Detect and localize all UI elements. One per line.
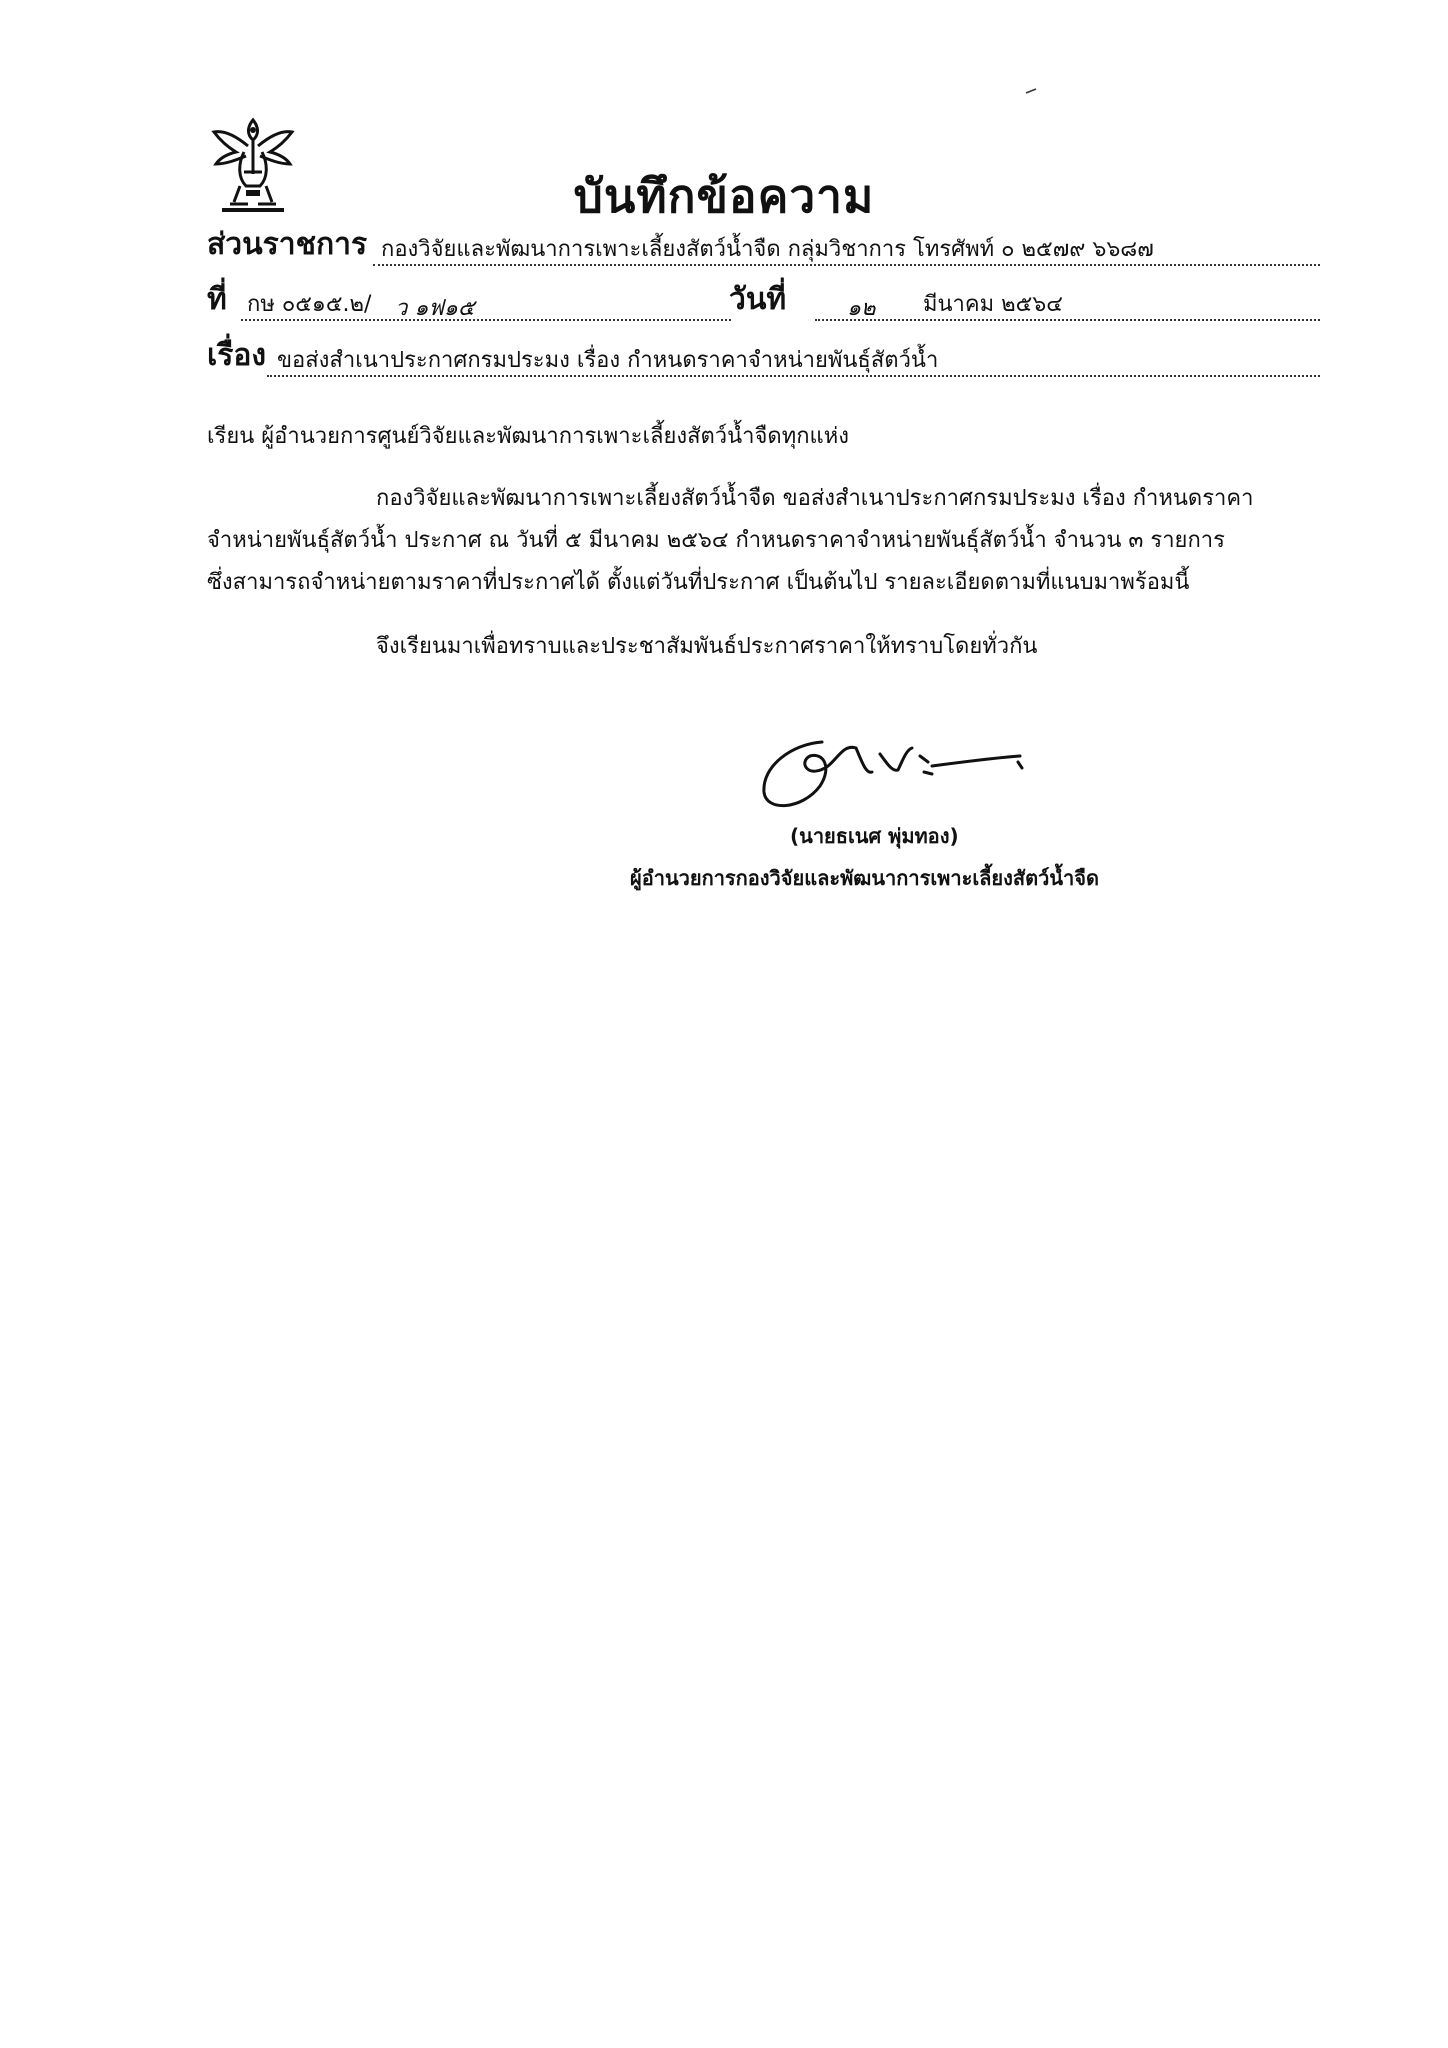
agency-line: [207, 227, 1320, 276]
subject-line: [207, 338, 1320, 387]
salutation: เรียน ผู้อำนวยการศูนย์วิจัยและพัฒนาการเพาะเลี้ยงสัตว์น้ำจืดทุกแห่ง: [207, 424, 849, 449]
date-label: วันที่: [729, 282, 787, 317]
signature-image: [752, 722, 1072, 818]
subject-value: ขอส่งสำเนาประกาศกรมประมง เรื่อง กำหนดราคาจำหน่ายพันธุ์สัตว์น้ำ: [277, 348, 939, 373]
reference-label: ที่: [207, 282, 227, 317]
agency-label: ส่วนราชการ: [207, 227, 368, 262]
body-line: ซึ่งสามารถจำหน่ายตามราคาที่ประกาศได้ ตั้งแต่วันที่ประกาศ เป็นต้นไป รายละเอียดตามที่แนบมาพร้อมนี้: [207, 570, 1190, 595]
body-paragraph: [207, 478, 1320, 604]
body-line: กองวิจัยและพัฒนาการเพาะเลี้ยงสัตว์น้ำจืด ขอส่งสำเนาประกาศกรมประมง เรื่อง กำหนดราคา: [376, 486, 1254, 511]
date-day-handwritten: ๑๒: [847, 296, 876, 321]
date-month-year: มีนาคม ๒๕๖๔: [923, 292, 1063, 317]
body-line: จำหน่ายพันธุ์สัตว์น้ำ ประกาศ ณ วันที่ ๕ มีนาคม ๒๕๖๔ กำหนดราคาจำหน่ายพันธุ์สัตว์น้ำ จำนวน ๓ รายการ: [207, 528, 1225, 553]
reference-value: กษ ๐๕๑๕.๒/: [247, 292, 372, 317]
agency-value: กองวิจัยและพัฒนาการเพาะเลี้ยงสัตว์น้ำจืด กลุ่มวิชาการ โทรศัพท์ ๐ ๒๕๗๙ ๖๖๘๗: [381, 237, 1154, 262]
subject-label: เรื่อง: [207, 338, 267, 373]
signer-name: (นายธเนศ พุ่มทอง): [790, 824, 959, 848]
signer-title: ผู้อำนวยการกองวิจัยและพัฒนาการเพาะเลี้ยงสัตว์น้ำจืด: [630, 866, 1099, 890]
closing-text: จึงเรียนมาเพื่อทราบและประชาสัมพันธ์ประกาศราคาให้ทราบโดยทั่วกัน: [376, 634, 1038, 659]
page-title: บันทึกข้อความ: [573, 169, 875, 223]
reference-handwritten-number: ว ๑ฟ๑๕: [395, 296, 475, 321]
reference-line: [207, 282, 1320, 331]
scan-mark-icon: [1025, 88, 1037, 94]
